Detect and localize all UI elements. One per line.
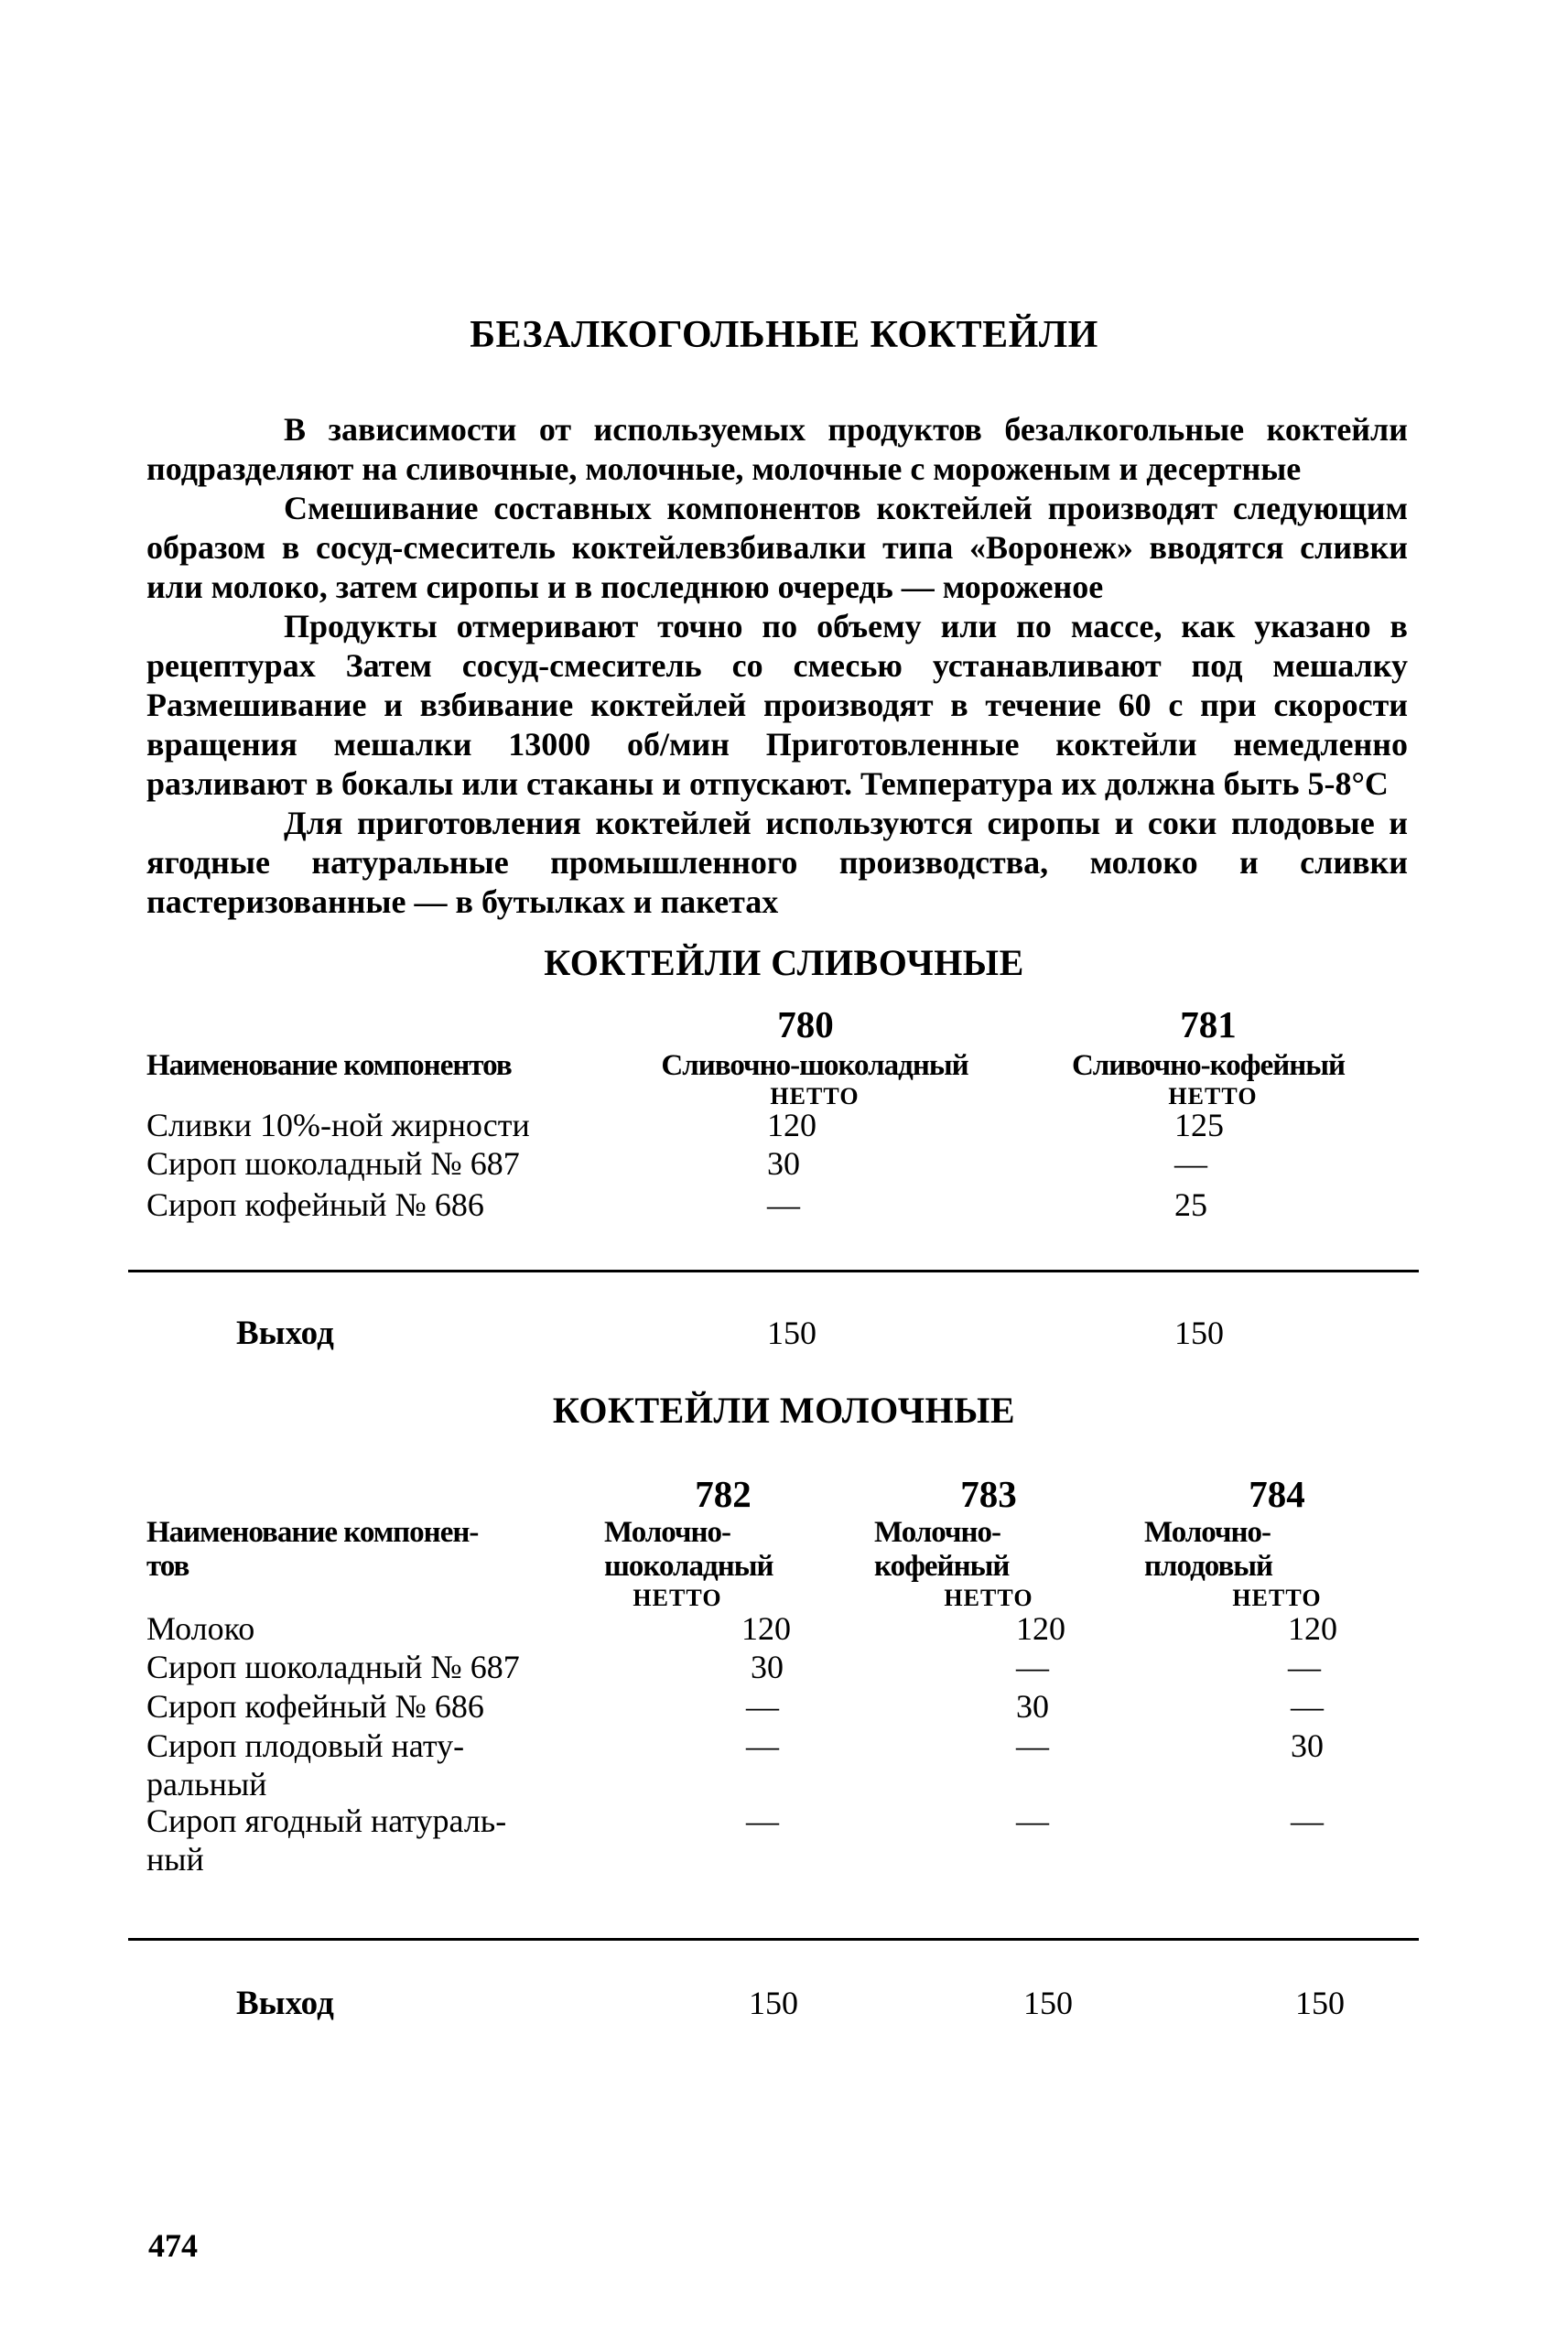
netto-label: НЕТТО (770, 1083, 860, 1110)
ingredient-label: Сироп кофейный № 686 (146, 1688, 484, 1725)
recipe-name: Сливочно-кофейный (1071, 1049, 1346, 1082)
netto-label: НЕТТО (1168, 1083, 1258, 1110)
paragraph: Смешивание составных компонентов коктейлей производят следующим образом в сосуд-смеситель коктейлевзбивалки типа «Воронеж» вводятся сливки или молоко, затем сиропы и в последнюю очередь — мороженое (146, 490, 1408, 605)
ingredient-label: ный (146, 1841, 204, 1878)
value-cell: — (1174, 1145, 1207, 1182)
divider (128, 1938, 1419, 1941)
value-cell: — (1016, 1727, 1049, 1764)
ingredient-label: Сироп кофейный № 686 (146, 1186, 484, 1223)
recipe-name: кофейный (874, 1550, 1010, 1583)
value-cell: 120 (1288, 1610, 1337, 1647)
ingredient-label: Молоко (146, 1610, 255, 1647)
value-cell: 30 (767, 1145, 800, 1182)
value-cell: 120 (1016, 1610, 1065, 1647)
intro-text (146, 410, 1408, 922)
recipe-name: шоколадный (604, 1550, 773, 1583)
value-cell: — (746, 1727, 779, 1764)
recipe-number: 780 (777, 1003, 834, 1045)
value-cell: — (1291, 1802, 1324, 1839)
page-title: БЕЗАЛКОГОЛЬНЫЕ КОКТЕЙЛИ (470, 314, 1098, 356)
netto-label: НЕТТО (944, 1585, 1033, 1611)
yield-value: 150 (749, 1985, 798, 2021)
value-cell: — (1291, 1688, 1324, 1725)
yield-value: 150 (767, 1315, 816, 1351)
components-header: тов (146, 1550, 189, 1583)
paragraph: Для приготовления коктейлей используются сиропы и соки плодовые и ягодные натуральные промышленного производства, молоко и сливки пастеризованные — в бутылках и пакетах (146, 805, 1408, 920)
value-cell: — (767, 1186, 800, 1223)
value-cell: 30 (751, 1649, 784, 1685)
recipe-name: плодовый (1144, 1550, 1273, 1583)
recipe-name: Молочно- (1144, 1516, 1271, 1549)
recipe-name: Сливочно-шоколадный (661, 1049, 968, 1082)
value-cell: — (1016, 1649, 1049, 1685)
value-cell: 30 (1016, 1688, 1049, 1725)
paragraph: В зависимости от используемых продуктов безалкогольные коктейли подразделяют на сливочные, молочные, молочные с мороженым и десертные (146, 411, 1408, 487)
recipe-number: 781 (1180, 1003, 1237, 1045)
components-header: Наименование компонентов (146, 1049, 512, 1082)
yield-value: 150 (1174, 1315, 1224, 1351)
ingredient-label: Сироп шоколадный № 687 (146, 1145, 520, 1182)
recipe-number: 784 (1249, 1473, 1305, 1515)
netto-label: НЕТТО (1232, 1585, 1322, 1611)
yield-label: Выход (236, 1985, 334, 2022)
yield-label: Выход (236, 1315, 334, 1352)
yield-value: 150 (1295, 1985, 1345, 2021)
value-cell: 125 (1174, 1107, 1224, 1143)
value-cell: — (1016, 1802, 1049, 1839)
value-cell: — (746, 1802, 779, 1839)
recipe-name: Молочно- (604, 1516, 731, 1549)
recipe-name: Молочно- (874, 1516, 1001, 1549)
recipe-number: 782 (695, 1473, 752, 1515)
value-cell: 120 (767, 1107, 816, 1143)
paragraph: Продукты отмеривают точно по объему или по массе, как указано в рецептурах Затем сосуд-смеситель со смесью устанавливают под мешалку Размешивание и взбивание коктейлей производят в течение 60 с при скорости вращения мешалки 13000 об/мин Приготовленные коктейли немедленно разливают в бокалы или стаканы и отпускают. Температура их должна быть 5-8°С (146, 608, 1408, 802)
ingredient-label: Сироп плодовый нату- (146, 1727, 465, 1764)
ingredient-label: Сливки 10%-ной жирности (146, 1107, 530, 1143)
netto-label: НЕТТО (633, 1585, 722, 1611)
value-cell: — (1288, 1649, 1321, 1685)
table2-title: КОКТЕЙЛИ МОЛОЧНЫЕ (552, 1390, 1016, 1431)
recipe-number: 783 (960, 1473, 1017, 1515)
table1-title: КОКТЕЙЛИ СЛИВОЧНЫЕ (544, 942, 1024, 983)
value-cell: 25 (1174, 1186, 1207, 1223)
ingredient-label: ральный (146, 1766, 267, 1802)
ingredient-label: Сироп шоколадный № 687 (146, 1649, 520, 1685)
value-cell: 30 (1291, 1727, 1324, 1764)
page-number: 474 (148, 2227, 198, 2264)
components-header: Наименование компонен- (146, 1516, 479, 1549)
yield-value: 150 (1023, 1985, 1073, 2021)
value-cell: 120 (741, 1610, 791, 1647)
value-cell: — (746, 1688, 779, 1725)
divider (128, 1270, 1419, 1272)
ingredient-label: Сироп ягодный натураль- (146, 1802, 507, 1839)
